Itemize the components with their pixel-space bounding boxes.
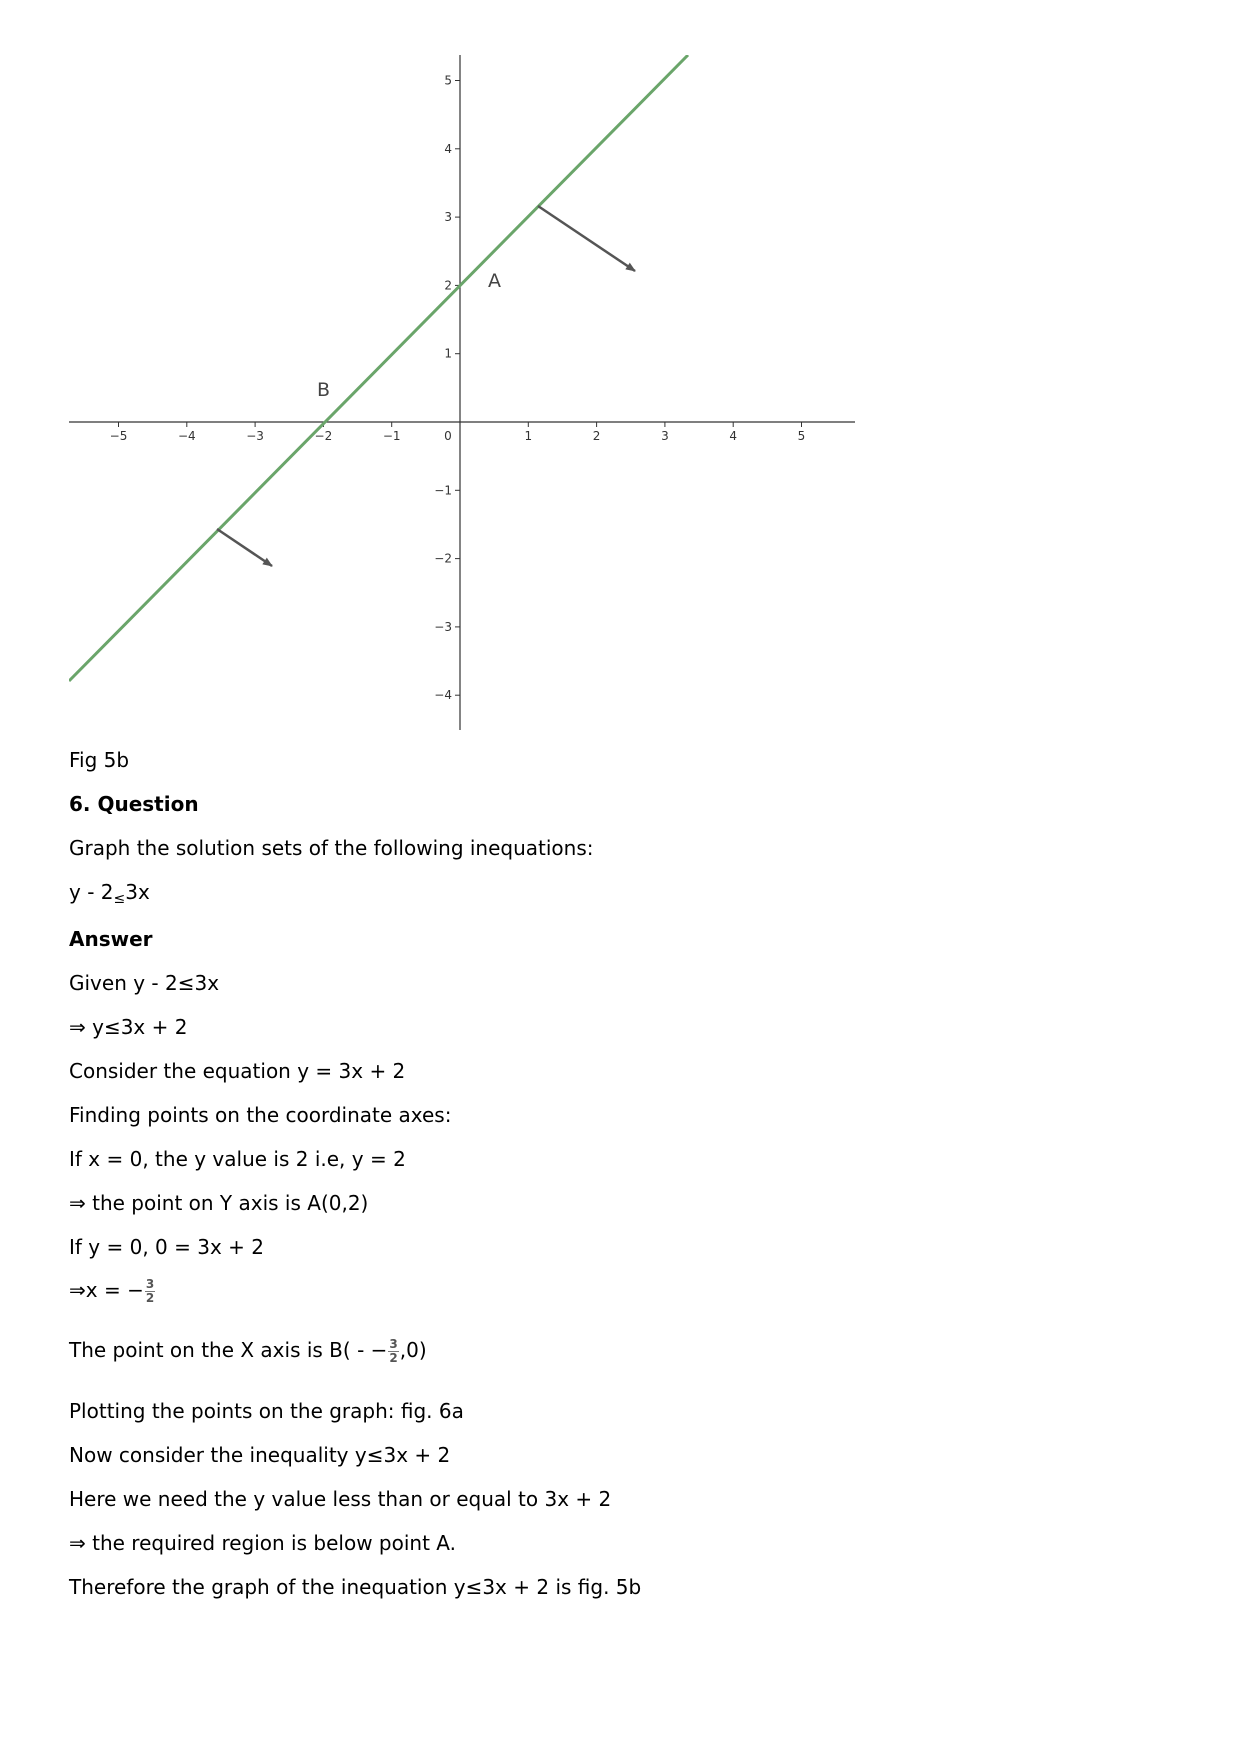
point-b-label: B xyxy=(317,379,331,401)
answer-line-x-zero: If x = 0, the y value is 2 i.e, y = 2 xyxy=(69,1147,406,1171)
answer-line-now-consider: Now consider the inequality y≤3x + 2 xyxy=(69,1443,451,1467)
y-tick-label: −2 xyxy=(434,551,452,566)
y-tick-label: 3 xyxy=(444,210,452,225)
x-tick-label: 1 xyxy=(524,429,533,443)
y-tick-label: 5 xyxy=(444,73,452,88)
answer-line-y-zero: If y = 0, 0 = 3x + 2 xyxy=(69,1235,264,1259)
point-a-label: A xyxy=(488,270,501,292)
inequation-symbol: ≤ xyxy=(113,891,126,907)
y-tick-label: 4 xyxy=(444,141,452,156)
question-text: Graph the solution sets of the following inequations: xyxy=(69,836,594,860)
answer-line-point-x-axis xyxy=(69,1338,427,1365)
answer-line-finding-points: Finding points on the coordinate axes: xyxy=(69,1103,452,1127)
x-tick-label: 5 xyxy=(797,429,806,443)
answer-heading: Answer xyxy=(69,927,153,951)
x-tick-label: 3 xyxy=(661,429,669,443)
question-heading: 6. Question xyxy=(69,792,199,816)
point-x-prefix: The point on the X axis is B( - − xyxy=(69,1338,388,1362)
y-tick-label: 1 xyxy=(444,346,452,361)
y-tick-label: −4 xyxy=(434,688,452,703)
x-tick-label: 0 xyxy=(444,429,452,443)
x-tick-label: 2 xyxy=(592,429,601,443)
answer-line-therefore: Therefore the graph of the inequation y≤3x + 2 is fig. 5b xyxy=(69,1575,642,1599)
x-tick-label: −5 xyxy=(109,429,128,443)
inequation-right: 3x xyxy=(125,880,150,904)
fraction-three-halves: $\frac{3}{2}$ xyxy=(145,1277,155,1305)
x-tick-label: −1 xyxy=(382,429,401,443)
figure-caption: Fig 5b xyxy=(69,748,130,772)
answer-line-implies: ⇒ y≤3x + 2 xyxy=(69,1015,188,1039)
answer-line-plotting: Plotting the points on the graph: fig. 6a xyxy=(69,1399,464,1423)
region-arrow-upper xyxy=(538,206,635,271)
inequation-graph xyxy=(69,55,855,730)
answer-line-point-y-axis: ⇒ the point on Y axis is A(0,2) xyxy=(69,1191,369,1215)
inequation xyxy=(69,880,150,911)
region-arrow-lower xyxy=(217,529,272,566)
answer-line-required-region: ⇒ the required region is below point A. xyxy=(69,1531,456,1555)
answer-line-x-value xyxy=(69,1278,156,1305)
x-tick-label: 4 xyxy=(729,429,738,443)
answer-line-here-we-need: Here we need the y value less than or equal to 3x + 2 xyxy=(69,1487,612,1511)
y-tick-label: 2 xyxy=(444,278,452,293)
x-tick-label: −3 xyxy=(246,429,264,443)
answer-line-consider-equation: Consider the equation y = 3x + 2 xyxy=(69,1059,406,1083)
boundary-line xyxy=(69,55,688,681)
inequation-left: y - 2 xyxy=(69,880,114,904)
point-x-suffix: ,0) xyxy=(399,1338,427,1362)
x-tick-label: −4 xyxy=(177,429,196,443)
y-tick-label: −1 xyxy=(434,483,452,498)
y-tick-label: −3 xyxy=(434,619,452,634)
x-tick-label: −2 xyxy=(314,429,333,443)
fraction-three-halves-b: $\frac{3}{2}$ xyxy=(389,1337,398,1365)
x-value-prefix: ⇒x = − xyxy=(69,1278,144,1302)
answer-line-given: Given y - 2≤3x xyxy=(69,971,220,995)
